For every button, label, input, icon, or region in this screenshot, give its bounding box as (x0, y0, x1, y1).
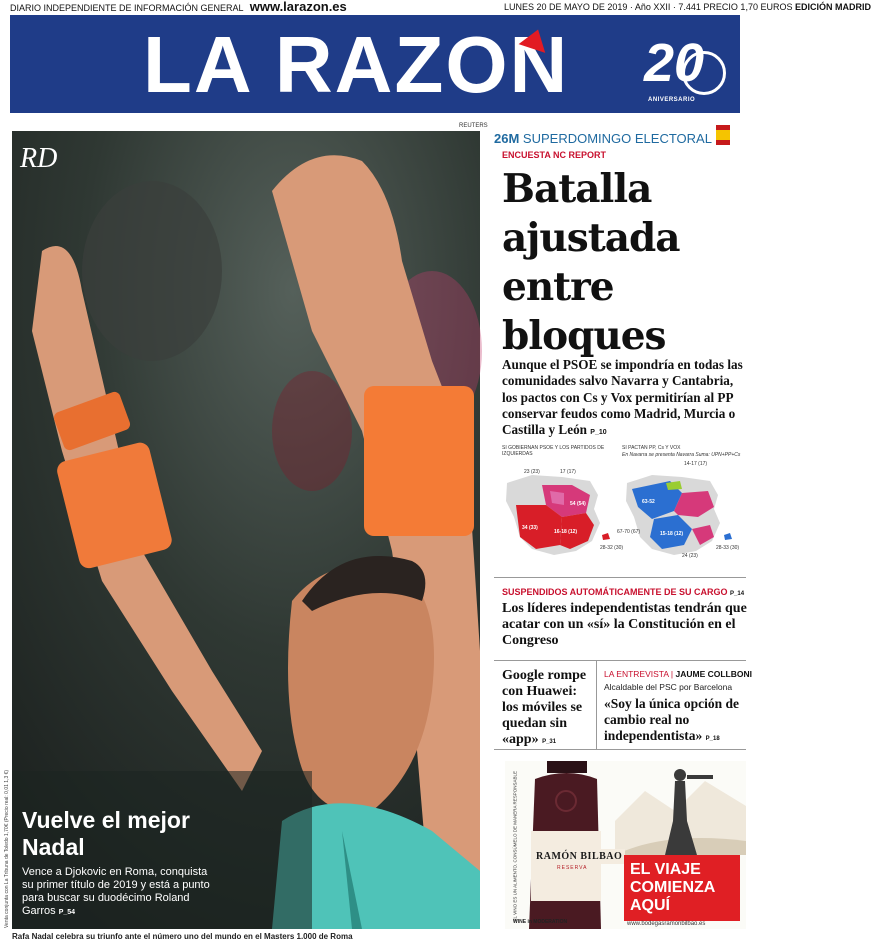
map-left-label-2: 17 (17) (560, 469, 576, 475)
ad-variety: RESERVA (557, 865, 588, 871)
edition: EDICIÓN MADRID (794, 2, 871, 12)
story4-kicker-text: LA ENTREVISTA (604, 669, 669, 679)
map-right-label-6: 28-33 (30) (716, 545, 740, 551)
story4-name: JAUME COLLBONI (675, 669, 752, 679)
election-maps (502, 445, 746, 573)
side-price-text: Venta conjunta con La Tribuna de Toledo 1,70€ (Precio real: 0,01 1,3 €) (4, 769, 10, 928)
story3[interactable] (502, 668, 592, 750)
story4-kicker: LA ENTREVISTA | JAUME COLLBONI (604, 669, 752, 679)
story2-headline[interactable]: Los líderes independentistas tendrán que acatar con un «sí» la Constitución en el Congreso (502, 601, 747, 648)
story2-page: P_14 (730, 591, 745, 597)
story3-headline: Google rompe con Huawei: los móviles se quedan sin «app» (502, 668, 587, 747)
photo-deck-text: Vence a Djokovic en Roma, conquista su primer título de 2019 y está a punto para buscar su duodécimo Roland Garros (22, 866, 210, 917)
map-left-label-6: 28-32 (30) (600, 545, 624, 551)
ad-url[interactable]: www.bodegasramonbilbao.es (627, 921, 706, 927)
anniversary-badge (644, 33, 730, 107)
election-section-label (494, 131, 712, 147)
map-left-label-5: 16-18 (12) (554, 529, 578, 535)
lead-subhead-page: P_10 (590, 429, 607, 437)
side-price-note (0, 740, 8, 930)
election-date: 26M (494, 131, 520, 146)
ad-side-text-label: EL VINO ES UN ALIMENTO. CONSÚMELO DE MANERA RESPONSABLE (512, 770, 518, 922)
story3-page: P_31 (542, 739, 557, 745)
lead-subhead-text: Aunque el PSOE se impondría en todas las comunidades salvo Navarra y Cantabria, los pactos con Cs y Vox permitirían al PP conservar feudos como Madrid, Murcia o Castilla y León (502, 357, 743, 438)
spain-flag-icon (716, 125, 730, 147)
map-right-label-1: 14-17 (17) (684, 461, 708, 467)
story4[interactable] (604, 696, 746, 747)
photo-headline[interactable]: Vuelve el mejor Nadal (22, 807, 190, 860)
map-right-label-3: 67-70 (67) (617, 529, 641, 535)
divider (494, 749, 746, 750)
lead-headline[interactable]: Batalla ajustada entre bloques (502, 166, 680, 359)
map-right-label-2: 63-52 (642, 499, 655, 505)
rafa-nadal-logo: RD (20, 143, 58, 174)
anniversary-label: ANIVERSARIO (648, 97, 696, 103)
ad-warning: WINE in MODERATION (513, 919, 568, 925)
masthead-logo: LA RAZON (143, 20, 570, 109)
story4-page: P_18 (705, 736, 720, 742)
masthead (10, 15, 740, 113)
tagline: DIARIO INDEPENDIENTE DE INFORMACIÓN GENERAL (10, 3, 244, 13)
issue-info: LUNES 20 DE MAYO DE 2019 · Año XXII · 7.441 PRECIO 1,70 EUROS (504, 2, 793, 12)
divider (494, 660, 746, 661)
story2-kicker-text: SUSPENDIDOS AUTOMÁTICAMENTE DE SU CARGO (502, 587, 728, 597)
photo-credit: REUTERS (459, 123, 488, 129)
divider (494, 577, 746, 578)
spain-maps-svg (502, 445, 746, 573)
photo-caption: Rafa Nadal celebra su triunfo ante el número uno del mundo en el Masters 1.000 de Roma (12, 932, 353, 941)
vertical-divider (596, 661, 597, 749)
lead-subhead (502, 357, 747, 441)
photo-deck-page: P_54 (58, 909, 76, 916)
photo-deck (22, 866, 212, 919)
story4-headline: «Soy la única opción de cambio real no independentista» (604, 696, 740, 743)
ad-brand: RAMÓN BILBAO (533, 849, 625, 864)
map-left-title: SI GOBIERNAN PSOE Y LOS PARTIDOS DE IZQUIERDAS (502, 445, 605, 457)
election-section: SUPERDOMINGO ELECTORAL (522, 131, 712, 146)
lead-kicker: ENCUESTA NC REPORT (502, 150, 607, 160)
top-strip (10, 0, 871, 14)
wine-advertisement[interactable] (505, 761, 746, 929)
ad-slogan: EL VIAJE COMIENZA AQUÍ (630, 861, 715, 914)
story2-kicker (502, 587, 744, 597)
map-left-label-4: 34 (33) (522, 525, 538, 531)
story4-sub: Alcaldable del PSC por Barcelona (604, 682, 733, 692)
map-right-title: SI PACTAN PP, Cs Y VOX (622, 445, 681, 451)
map-left-label-1: 23 (23) (524, 469, 540, 475)
map-right-label-4: 15-18 (12) (660, 531, 684, 537)
tagline-row (10, 0, 347, 15)
map-left-label-3: 54 (54) (570, 501, 586, 507)
map-right-note: En Navarra se presenta Navarra Suma: UPN+PP+Cs (622, 452, 741, 458)
issue-row (504, 0, 871, 14)
site-url[interactable]: www.larazon.es (249, 0, 347, 14)
map-right-label-5: 24 (23) (682, 553, 698, 559)
anniversary-number: 20 (644, 33, 705, 93)
